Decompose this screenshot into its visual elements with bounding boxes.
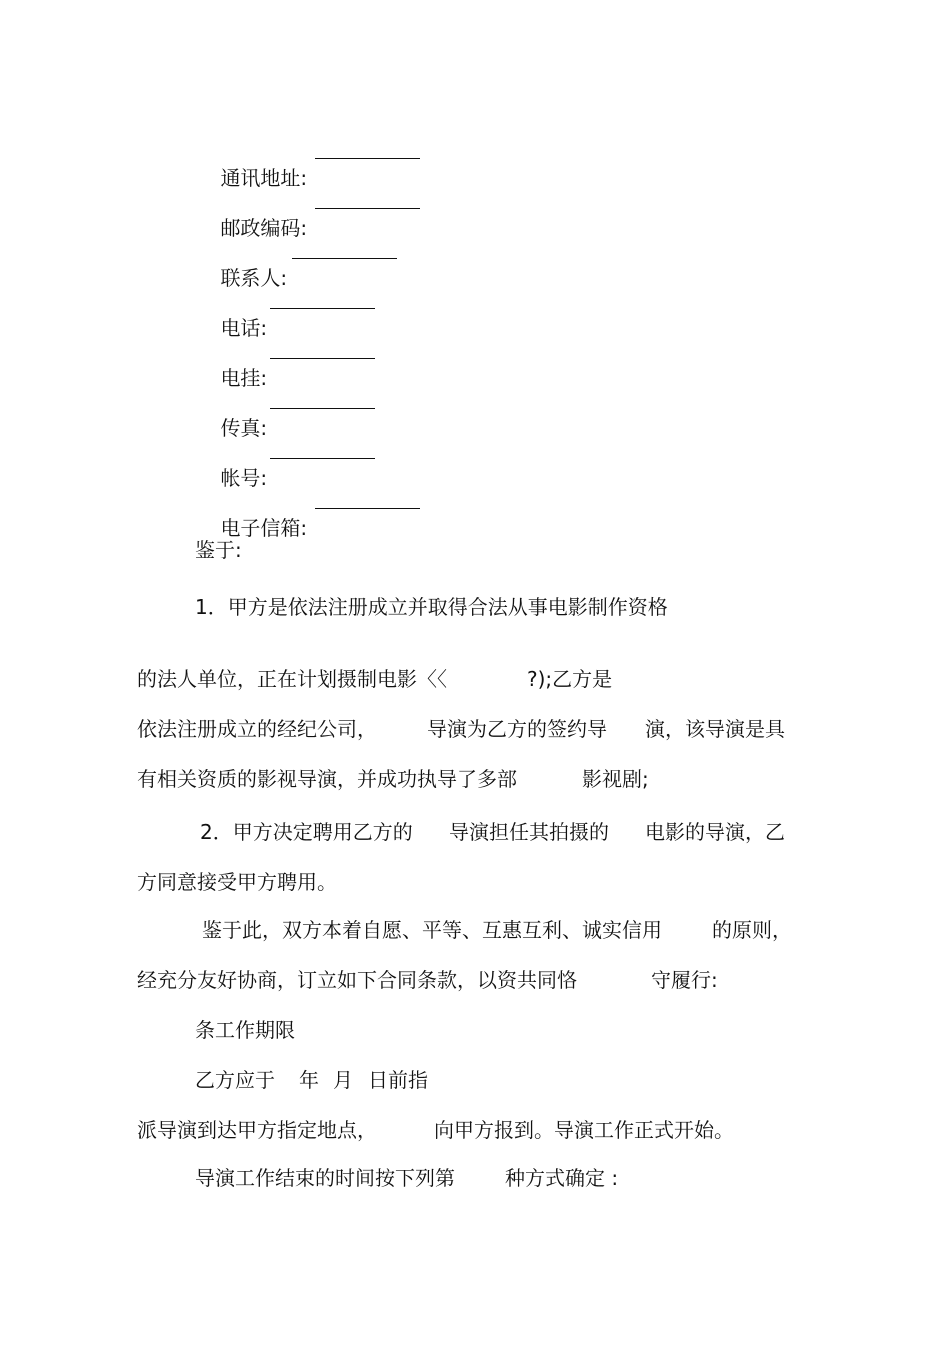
clause1-line1: 1．甲方是依法注册成立并取得合法从事电影制作资格 [195, 595, 668, 619]
end-time-line-b: 种方式确定 : [505, 1166, 619, 1190]
field-blank[interactable] [315, 190, 420, 209]
clause2-line1a: 2．甲方决定聘用乙方的 [200, 820, 413, 844]
clause2-line1c: 电影的导演，乙 [645, 820, 785, 844]
para3-line1b: 的原则， [712, 918, 792, 942]
field-label: 电话: [220, 316, 268, 340]
para3-line1a: 鉴于此，双方本着自愿、平等、互惠互利、诚实信用 [202, 918, 662, 942]
field-blank[interactable] [270, 340, 375, 359]
field-blank[interactable] [270, 440, 375, 459]
term-line1a: 乙方应于 [195, 1068, 275, 1092]
field-label: 联系人: [220, 266, 288, 290]
clause2-line1b: 导演担任其拍摄的 [449, 820, 609, 844]
clause1-line3b: 导演为乙方的签约导 [427, 717, 607, 741]
clause1-line4b: 影视剧; [582, 767, 649, 791]
field-label: 通讯地址: [220, 166, 308, 190]
field-label: 帐号: [220, 466, 268, 490]
term-line1b: 年 [299, 1068, 319, 1092]
article-title: 条工作期限 [195, 1018, 295, 1042]
term-line2b: 向甲方报到。导演工作正式开始。 [434, 1118, 734, 1142]
field-blank[interactable] [315, 490, 420, 509]
field-label: 电子信箱: [220, 516, 308, 540]
field-label: 传真: [220, 416, 268, 440]
clause1-line4a: 有相关资质的影视导演，并成功执导了多部 [137, 767, 517, 791]
field-blank[interactable] [315, 140, 420, 159]
field-blank[interactable] [292, 240, 397, 259]
para3-line2b: 守履行: [651, 968, 718, 992]
clause1-line2a: 的法人单位，正在计划摄制电影〈〈 [137, 667, 447, 691]
end-time-line-a: 导演工作结束的时间按下列第 [195, 1166, 455, 1190]
field-blank[interactable] [270, 290, 375, 309]
clause1-line3a: 依法注册成立的经纪公司， [137, 717, 377, 741]
term-line1c: 月 [333, 1068, 353, 1092]
field-label: 电挂: [220, 366, 268, 390]
clause1-line2b: ?);乙方是 [527, 667, 613, 691]
clause2-line2: 方同意接受甲方聘用。 [137, 870, 337, 894]
term-line2a: 派导演到达甲方指定地点， [137, 1118, 377, 1142]
field-blank[interactable] [270, 390, 375, 409]
term-line1d: 日前指 [368, 1068, 428, 1092]
clause1-line3c: 演，该导演是具 [645, 717, 785, 741]
para3-line2a: 经充分友好协商，订立如下合同条款，以资共同恪 [137, 968, 577, 992]
field-label: 邮政编码: [220, 216, 308, 240]
whereas-label: 鉴于: [195, 538, 242, 562]
